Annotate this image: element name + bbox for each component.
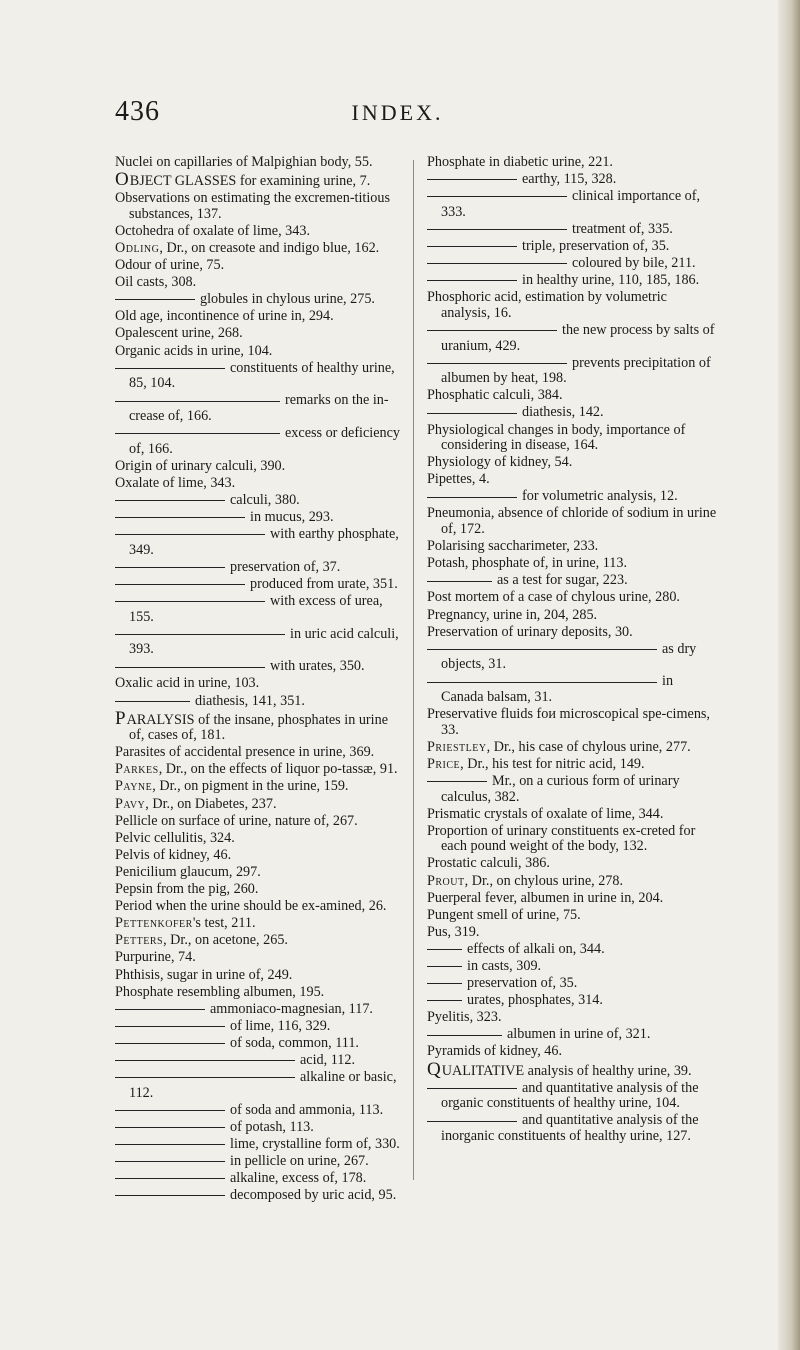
ditto-rule xyxy=(427,363,567,364)
entry-text: globules in chylous urine, 275. xyxy=(200,291,375,308)
author-name: Prout xyxy=(427,872,465,889)
ditto-rule xyxy=(115,534,265,535)
entry-text: clinical importance of, 333. xyxy=(441,188,701,220)
index-entry xyxy=(427,976,719,992)
entry-text: , Dr., on the effects of liquor po-tassæ, 91. xyxy=(158,761,398,778)
ditto-rule xyxy=(427,1000,462,1001)
index-entry xyxy=(427,707,719,738)
index-entry xyxy=(427,222,719,238)
ditto-rule xyxy=(115,701,190,702)
entry-text: alkaline or basic, 112. xyxy=(129,1069,397,1101)
entry-text: Proportion of urinary constituents ex-creted for each pound weight of the body, 132. xyxy=(427,822,696,855)
ditto-rule xyxy=(427,229,567,230)
entry-text: for volumetric analysis, 12. xyxy=(522,488,678,505)
index-entry xyxy=(427,189,719,220)
index-entry xyxy=(115,393,405,424)
entry-text: coloured by bile, 211. xyxy=(572,255,696,272)
index-entry xyxy=(115,326,405,342)
entry-text: with excess of urea, 155. xyxy=(129,592,383,625)
section-initial: O xyxy=(115,169,130,191)
index-entry xyxy=(115,916,405,932)
entry-text: preservation of, 35. xyxy=(467,975,578,992)
entry-text: in healthy urine, 110, 185, 186. xyxy=(522,272,700,289)
entry-text: Pyramids of kidney, 46. xyxy=(427,1043,563,1060)
index-entry xyxy=(115,426,405,457)
index-entry xyxy=(115,779,405,795)
ditto-rule xyxy=(427,1088,517,1089)
index-entry xyxy=(115,510,405,526)
entry-text: , Dr., on creasote and indigo blue, 162. xyxy=(159,239,380,256)
index-entry xyxy=(115,292,405,308)
entry-text: Prostatic calculi, 386. xyxy=(427,855,550,872)
entry-text: in casts, 309. xyxy=(467,958,542,974)
entry-text: Origin of urinary calculi, 390. xyxy=(115,457,286,474)
index-entry xyxy=(427,1010,719,1026)
index-entry xyxy=(427,239,719,255)
author-name: Odling xyxy=(115,239,160,256)
entry-text: Pungent smell of urine, 75. xyxy=(427,906,581,923)
index-entry xyxy=(427,290,719,321)
entry-text: decomposed by uric acid, 95. xyxy=(230,1187,397,1204)
ditto-rule xyxy=(427,179,517,180)
index-entry xyxy=(115,560,405,576)
author-name: Priestley xyxy=(427,738,487,755)
index-entry xyxy=(427,757,719,773)
index-entry xyxy=(115,848,405,864)
index-entry xyxy=(115,933,405,949)
author-name: Price xyxy=(427,755,461,772)
entry-text: Mr., on a curious form of urinary calculus, 382. xyxy=(441,772,680,805)
index-entry xyxy=(115,1137,405,1153)
index-entry xyxy=(427,942,719,958)
index-entry xyxy=(427,993,719,1009)
ditto-rule xyxy=(427,966,462,967)
entry-text: Pregnancy, urine in, 204, 285. xyxy=(427,606,598,623)
entry-text: Prismatic crystals of oxalate of lime, 344. xyxy=(427,805,664,822)
index-entry xyxy=(427,455,719,471)
entry-text: preservation of, 37. xyxy=(230,558,341,575)
author-name: Petters xyxy=(115,932,164,949)
entry-text: in uric acid calculi, 393. xyxy=(129,625,399,658)
index-entry xyxy=(115,493,405,509)
entry-text: Old age, incontinence of urine in, 294. xyxy=(115,308,334,325)
index-entry xyxy=(427,807,719,823)
ditto-rule xyxy=(427,781,487,782)
index-entry xyxy=(115,814,405,830)
index-entry xyxy=(427,1058,719,1080)
ditto-rule xyxy=(115,584,245,585)
entry-text: Phosphate in diabetic urine, 221. xyxy=(427,154,613,170)
entry-text: , Dr., on chylous urine, 278. xyxy=(464,872,624,889)
index-entry xyxy=(115,797,405,813)
index-entry xyxy=(115,627,405,658)
entry-text: , Dr., on Diabetes, 237. xyxy=(145,795,277,812)
entry-text: with earthy phosphate, 349. xyxy=(129,526,399,558)
ditto-rule xyxy=(427,196,567,197)
entry-text: ARALYSIS of the insane, phosphates in urine of, cases of, 181. xyxy=(126,711,388,744)
ditto-rule xyxy=(427,682,657,683)
ditto-rule xyxy=(115,1161,225,1162)
entry-text: and quantitative analysis of the inorganic constituents of healthy urine, 127. xyxy=(441,1112,699,1144)
index-entry xyxy=(115,1103,405,1119)
index-entry xyxy=(115,968,405,984)
entry-text: Phosphatic calculi, 384. xyxy=(427,387,563,404)
index-entry xyxy=(427,506,719,537)
entry-text: Organic acids in urine, 104. xyxy=(115,342,273,359)
ditto-rule xyxy=(115,634,285,635)
entry-text: urates, phosphates, 314. xyxy=(467,992,603,1009)
entry-text: as dry objects, 31. xyxy=(441,640,697,673)
entry-text: Pelvic cellulitis, 324. xyxy=(115,829,235,846)
index-entry xyxy=(427,925,719,941)
entry-text: Observations on estimating the excremen-titious substances, 137. xyxy=(115,190,391,222)
entry-text: diathesis, 142. xyxy=(522,404,604,421)
index-entry xyxy=(427,539,719,555)
section-initial: Q xyxy=(427,1058,442,1080)
ditto-rule xyxy=(115,1144,225,1145)
entry-text: Post mortem of a case of chylous urine, 280. xyxy=(427,589,680,606)
entry-text: Puerperal fever, albumen in urine in, 204. xyxy=(427,889,664,906)
entry-text: lime, crystalline form of, 330. xyxy=(230,1135,400,1152)
ditto-rule xyxy=(115,1110,225,1111)
index-entry xyxy=(427,172,719,188)
entry-text: , Dr., his test for nitric acid, 149. xyxy=(460,755,645,772)
index-entry xyxy=(115,659,405,675)
index-entry xyxy=(427,1113,719,1144)
entry-text: calculi, 380. xyxy=(230,491,300,508)
entry-text: in Canada balsam, 31. xyxy=(441,673,674,705)
index-entry xyxy=(427,256,719,272)
entry-text: Phosphate resembling albumen, 195. xyxy=(115,983,325,1000)
section-initial: P xyxy=(115,707,127,729)
index-entry xyxy=(115,1171,405,1187)
ditto-rule xyxy=(115,567,225,568)
index-entry xyxy=(115,1036,405,1052)
ditto-rule xyxy=(427,649,657,650)
entry-text: Physiology of kidney, 54. xyxy=(427,454,573,471)
entry-text: of potash, 113. xyxy=(230,1118,314,1135)
entry-text: Opalescent urine, 268. xyxy=(115,325,243,342)
entry-text: remarks on the in-crease of, 166. xyxy=(129,392,389,424)
index-entry xyxy=(115,1002,405,1018)
index-entry xyxy=(115,527,405,558)
ditto-rule xyxy=(427,1035,502,1036)
index-entry xyxy=(115,344,405,360)
ditto-rule xyxy=(427,246,517,247)
index-entry xyxy=(115,950,405,966)
index-entry xyxy=(427,856,719,872)
index-column-left xyxy=(115,155,405,1205)
index-entry xyxy=(427,423,719,454)
entry-text: Octohedra of oxalate of lime, 343. xyxy=(115,222,311,239)
ditto-rule xyxy=(115,1127,225,1128)
entry-text: of soda, common, 111. xyxy=(230,1034,359,1051)
entry-text: , Dr., his case of chylous urine, 277. xyxy=(486,738,691,755)
entry-text: as a test for sugar, 223. xyxy=(497,572,628,589)
entry-text: effects of alkali on, 344. xyxy=(467,940,605,957)
entry-text: prevents precipitation of albumen by heat, 198. xyxy=(441,354,711,387)
ditto-rule xyxy=(115,667,265,668)
index-entry xyxy=(115,899,405,915)
entry-text: Phthisis, sugar in urine of, 249. xyxy=(115,966,293,983)
index-entry xyxy=(427,874,719,890)
index-entry xyxy=(115,1070,405,1101)
ditto-rule xyxy=(427,949,462,950)
entry-text: Pus, 319. xyxy=(427,923,480,940)
index-entry xyxy=(427,405,719,421)
page-edge-shadow xyxy=(778,0,800,1350)
entry-text: Odour of urine, 75. xyxy=(115,257,225,274)
index-entry xyxy=(115,745,405,761)
index-entry xyxy=(427,556,719,572)
index-entry xyxy=(427,356,719,387)
index-entry xyxy=(115,224,405,240)
ditto-rule xyxy=(115,500,225,501)
index-entry xyxy=(115,865,405,881)
entry-text: treatment of, 335. xyxy=(572,220,673,237)
index-column-right xyxy=(427,155,719,1146)
index-entry xyxy=(427,774,719,805)
index-entry xyxy=(427,489,719,505)
ditto-rule xyxy=(427,581,492,582)
entry-text: with urates, 350. xyxy=(270,658,365,675)
index-entry xyxy=(427,472,719,488)
page-header xyxy=(115,96,680,136)
ditto-rule xyxy=(115,1043,225,1044)
author-name: Pavy xyxy=(115,795,146,812)
index-entry xyxy=(427,1044,719,1060)
entry-text: Preservative fluids foи microscopical spe-cimens, 33. xyxy=(427,706,710,738)
index-entry xyxy=(115,1120,405,1136)
author-name: Pettenkofer xyxy=(115,915,193,932)
entry-text: alkaline, excess of, 178. xyxy=(230,1170,367,1187)
entry-text: Parasites of accidental presence in urine, 369. xyxy=(115,744,375,761)
entry-text: Penicilium glaucum, 297. xyxy=(115,863,261,880)
ditto-rule xyxy=(427,1121,517,1122)
index-entry xyxy=(115,191,405,222)
entry-text: Potash, phosphate of, in urine, 113. xyxy=(427,555,628,572)
entry-text: BJECT GLASSES for examining urine, 7. xyxy=(129,173,371,190)
index-entry xyxy=(115,577,405,593)
ditto-rule xyxy=(427,983,462,984)
author-name: Parkes xyxy=(115,761,159,778)
column-divider xyxy=(413,160,414,1180)
index-entry xyxy=(427,642,719,673)
author-name: Payne xyxy=(115,778,153,795)
entry-text: Preservation of urinary deposits, 30. xyxy=(427,623,633,640)
ditto-rule xyxy=(427,280,517,281)
index-entry xyxy=(115,831,405,847)
index-entry xyxy=(115,594,405,625)
entry-text: , Dr., on acetone, 265. xyxy=(163,932,288,949)
index-entry xyxy=(115,476,405,492)
entry-text: ammoniaco-magnesian, 117. xyxy=(210,1000,373,1017)
index-entry xyxy=(115,882,405,898)
index-entry xyxy=(427,625,719,641)
index-entry xyxy=(427,323,719,354)
entry-text: the new process by salts of uranium, 429. xyxy=(441,321,715,354)
ditto-rule xyxy=(427,413,517,414)
entry-text: of lime, 116, 329. xyxy=(230,1017,331,1034)
ditto-rule xyxy=(115,401,280,402)
index-entry xyxy=(115,309,405,325)
index-entry xyxy=(115,1019,405,1035)
entry-text: diathesis, 141, 351. xyxy=(195,692,305,709)
index-entry xyxy=(115,1188,405,1204)
entry-text: 's test, 211. xyxy=(192,915,256,932)
ditto-rule xyxy=(115,1077,295,1078)
entry-text: acid, 112. xyxy=(300,1051,356,1068)
index-entry xyxy=(427,155,719,171)
index-entry xyxy=(115,762,405,778)
ditto-rule xyxy=(115,1178,225,1179)
ditto-rule xyxy=(115,1060,295,1061)
entry-text: Oxalate of lime, 343. xyxy=(115,474,236,491)
ditto-rule xyxy=(115,1026,225,1027)
ditto-rule xyxy=(427,497,517,498)
index-entry xyxy=(427,891,719,907)
entry-text: Pyelitis, 323. xyxy=(427,1009,502,1026)
ditto-rule xyxy=(115,299,195,300)
index-entry xyxy=(427,908,719,924)
index-entry xyxy=(115,459,405,475)
entry-text: and quantitative analysis of the organic constituents of healthy urine, 104. xyxy=(441,1079,699,1112)
ditto-rule xyxy=(427,330,557,331)
entry-text: Physiological changes in body, importance of considering in disease, 164. xyxy=(427,421,686,454)
page-number: 436 xyxy=(115,96,160,127)
ditto-rule xyxy=(115,601,265,602)
index-entry xyxy=(427,740,719,756)
index-entry xyxy=(427,273,719,289)
entry-text: in pellicle on urine, 267. xyxy=(230,1153,369,1170)
ditto-rule xyxy=(115,368,225,369)
entry-text: excess or deficiency of, 166. xyxy=(129,425,401,457)
index-entry xyxy=(115,155,405,171)
index-entry xyxy=(427,959,719,975)
index-entry xyxy=(115,258,405,274)
index-entry xyxy=(427,1081,719,1112)
entry-text: produced from urate, 351. xyxy=(250,575,398,592)
index-entry xyxy=(115,1053,405,1069)
entry-text: of soda and ammonia, 113. xyxy=(230,1101,384,1118)
ditto-rule xyxy=(115,517,245,518)
index-entry xyxy=(115,275,405,291)
ditto-rule xyxy=(115,1009,205,1010)
index-entry xyxy=(115,676,405,692)
index-entry xyxy=(427,674,719,705)
entry-text: Phosphoric acid, estimation by volumetric analysis, 16. xyxy=(427,289,667,321)
index-entry xyxy=(427,590,719,606)
index-entry xyxy=(115,985,405,1001)
entry-text: Pelvis of kidney, 46. xyxy=(115,846,232,863)
ditto-rule xyxy=(115,1195,225,1196)
entry-text: Pipettes, 4. xyxy=(427,471,490,488)
entry-text: Nuclei on capillaries of Malpighian body, 55. xyxy=(115,154,373,170)
entry-text: UALITATIVE analysis of healthy urine, 39. xyxy=(441,1062,692,1079)
index-entry xyxy=(427,573,719,589)
entry-text: Period when the urine should be ex-amined, 26. xyxy=(115,898,387,915)
index-entry xyxy=(115,1154,405,1170)
entry-text: Oil casts, 308. xyxy=(115,274,197,291)
entry-text: Pneumonia, absence of chloride of sodium in urine of, 172. xyxy=(427,505,717,538)
index-entry xyxy=(115,169,405,191)
index-entry xyxy=(427,1027,719,1043)
entry-text: triple, preservation of, 35. xyxy=(522,237,670,254)
index-entry xyxy=(115,241,405,257)
ditto-rule xyxy=(115,433,280,434)
index-entry xyxy=(115,361,405,392)
entry-text: earthy, 115, 328. xyxy=(522,171,617,188)
entry-text: Purpurine, 74. xyxy=(115,949,196,966)
index-entry xyxy=(427,608,719,624)
index-entry xyxy=(115,707,405,744)
entry-text: albumen in urine of, 321. xyxy=(507,1026,651,1043)
ditto-rule xyxy=(427,263,567,264)
index-entry xyxy=(427,388,719,404)
entry-text: in mucus, 293. xyxy=(250,508,334,525)
running-head-title: INDEX. xyxy=(351,100,444,125)
index-entry xyxy=(427,824,719,855)
entry-text: Oxalic acid in urine, 103. xyxy=(115,675,260,692)
entry-text: Pepsin from the pig, 260. xyxy=(115,881,259,898)
index-entry xyxy=(115,694,405,710)
entry-text: Polarising saccharimeter, 233. xyxy=(427,538,599,555)
entry-text: , Dr., on pigment in the urine, 159. xyxy=(152,778,349,795)
entry-text: constituents of healthy urine, 85, 104. xyxy=(129,359,395,392)
entry-text: Pellicle on surface of urine, nature of, 267. xyxy=(115,812,358,829)
